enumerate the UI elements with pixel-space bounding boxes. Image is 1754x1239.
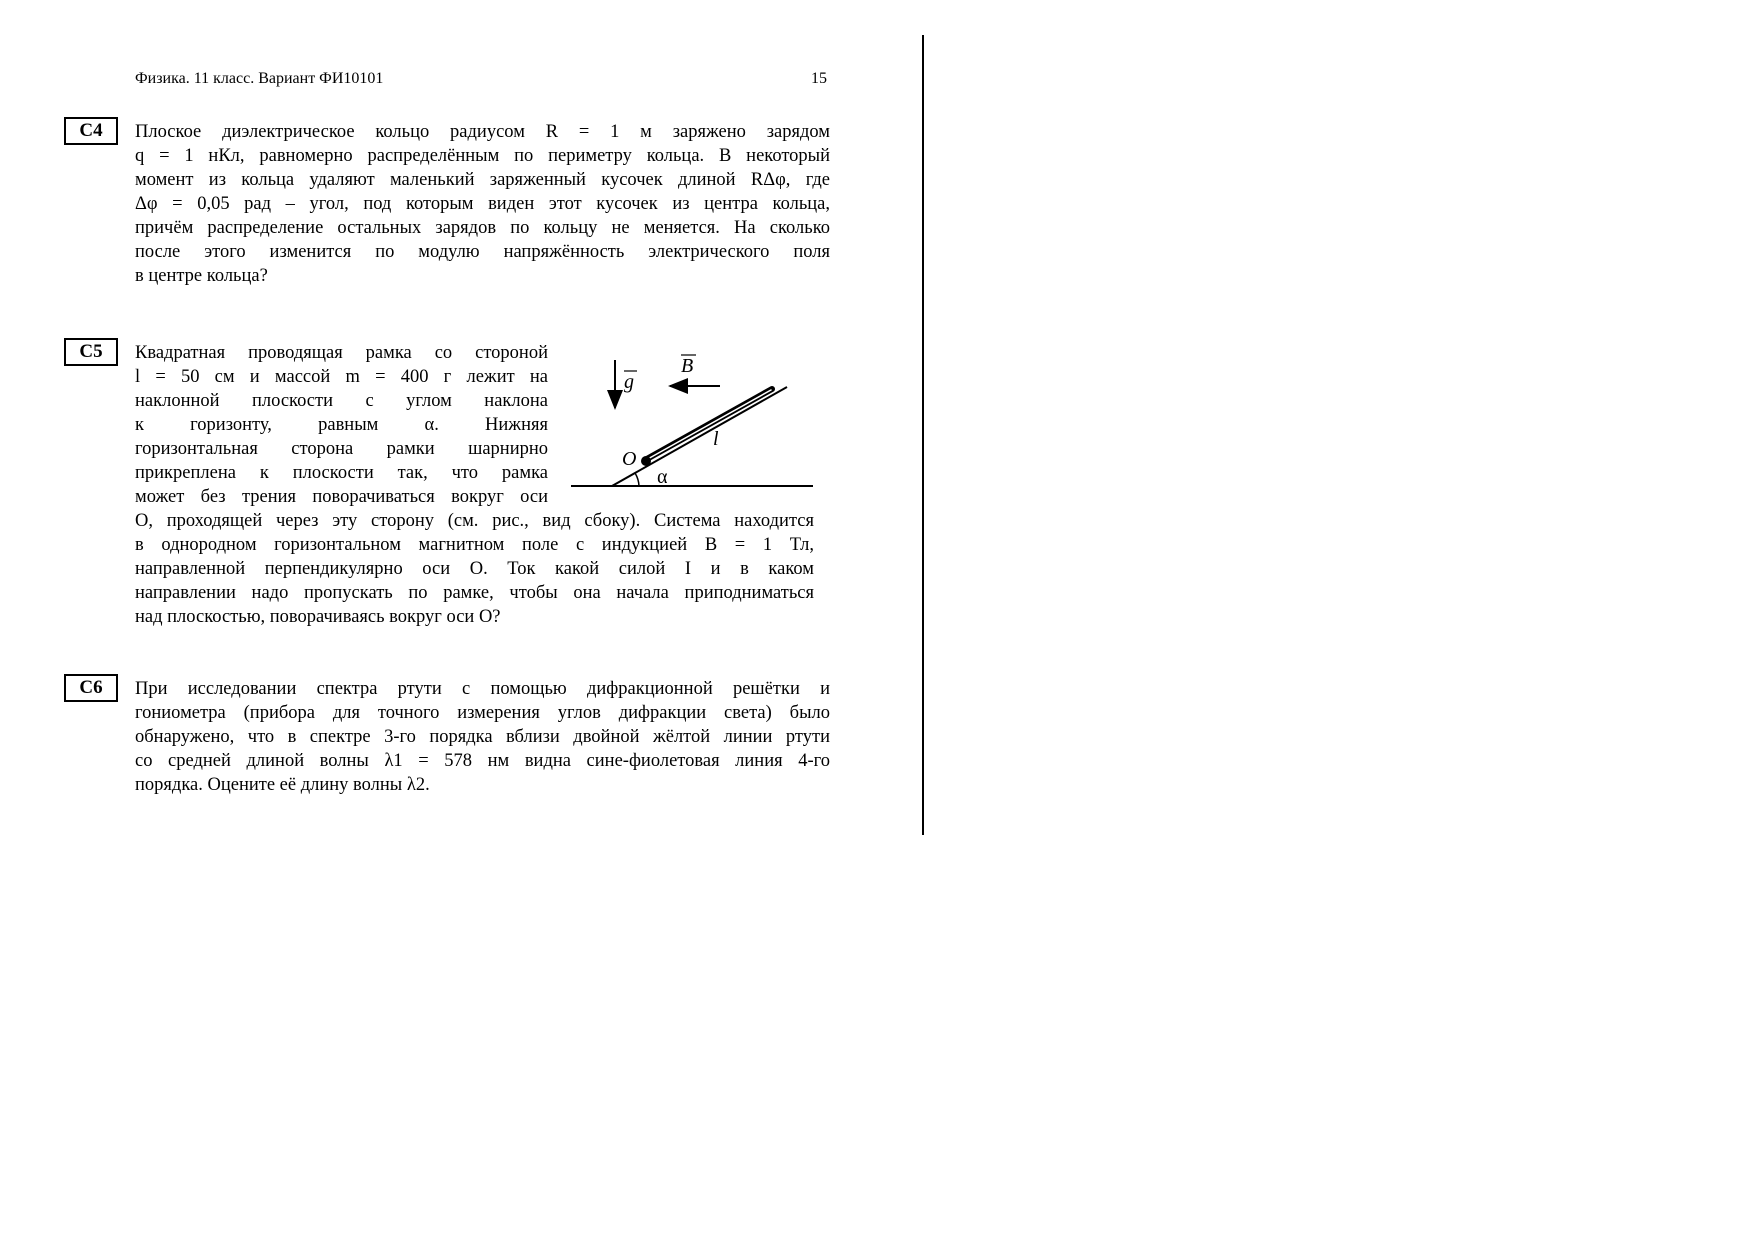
text-line: направлении надо пропускать по рамке, чтобы она начала приподниматься: [135, 583, 814, 603]
side-length-label: l: [713, 428, 719, 450]
frame-bar-highlight: [646, 390, 771, 460]
angle-arc: [635, 473, 639, 486]
text-line: гониометра (прибора для точного измерения углов дифракции света) было: [135, 703, 830, 723]
problem-c6-text: [135, 677, 830, 797]
hinge-point: [641, 456, 651, 466]
inclined-plane-line: [612, 387, 787, 486]
magnetic-field-label: B: [681, 355, 694, 377]
page-header-title: Физика. 11 класс. Вариант ФИ10101: [135, 70, 384, 87]
page-divider: [922, 35, 924, 835]
text-line: со средней длиной волны λ1 = 578 нм видна сине-фиолетовая линия 4-го: [135, 751, 830, 771]
text-line: обнаружено, что в спектре 3-го порядка вблизи двойной жёлтой линии ртути: [135, 727, 830, 747]
text-line: порядка. Оцените её длину волны λ2.: [135, 775, 430, 795]
inclined-frame-figure: [565, 340, 825, 490]
axis-o-label: O: [622, 448, 637, 470]
text-line: момент из кольца удаляют маленький заряженный кусочек длиной RΔφ, где: [135, 170, 830, 190]
problem-c4-text: [135, 120, 830, 288]
text-line: направленной перпендикулярно оси O. Ток какой силой I и в каком: [135, 559, 814, 579]
problem-label-c5: C5: [64, 338, 118, 366]
problem-c5-text-bottom: [135, 509, 814, 629]
text-line: наклонной плоскости с углом наклона: [135, 391, 548, 411]
text-line: в однородном горизонтальном магнитном поле с индукцией B = 1 Тл,: [135, 535, 814, 555]
page-number: 15: [811, 70, 827, 87]
text-line: над плоскостью, поворачиваясь вокруг оси O?: [135, 607, 501, 627]
text-line: в центре кольца?: [135, 266, 268, 286]
text-line: q = 1 нКл, равномерно распределённым по периметру кольца. В некоторый: [135, 146, 830, 166]
text-line: Квадратная проводящая рамка со стороной: [135, 343, 548, 363]
text-line: При исследовании спектра ртути с помощью дифракционной решётки и: [135, 679, 830, 699]
gravity-label: g: [624, 371, 634, 393]
text-line: горизонтальная сторона рамки шарнирно: [135, 439, 548, 459]
text-line: Δφ = 0,05 рад – угол, под которым виден этот кусочек из центра кольца,: [135, 194, 830, 214]
text-line: к горизонту, равным α. Нижняя: [135, 415, 548, 435]
text-line: O, проходящей через эту сторону (см. рис., вид сбоку). Система находится: [135, 511, 814, 531]
angle-alpha-label: α: [657, 466, 668, 488]
text-line: Плоское диэлектрическое кольцо радиусом R = 1 м заряжено зарядом: [135, 122, 830, 142]
text-line: может без трения поворачиваться вокруг оси: [135, 487, 548, 507]
text-line: прикреплена к плоскости так, что рамка: [135, 463, 548, 483]
problem-label-c6: C6: [64, 674, 118, 702]
text-line: причём распределение остальных зарядов по кольцу не меняется. На сколько: [135, 218, 830, 238]
text-line: после этого изменится по модулю напряжённость электрического поля: [135, 242, 830, 262]
text-line: l = 50 см и массой m = 400 г лежит на: [135, 367, 548, 387]
problem-label-c4: C4: [64, 117, 118, 145]
